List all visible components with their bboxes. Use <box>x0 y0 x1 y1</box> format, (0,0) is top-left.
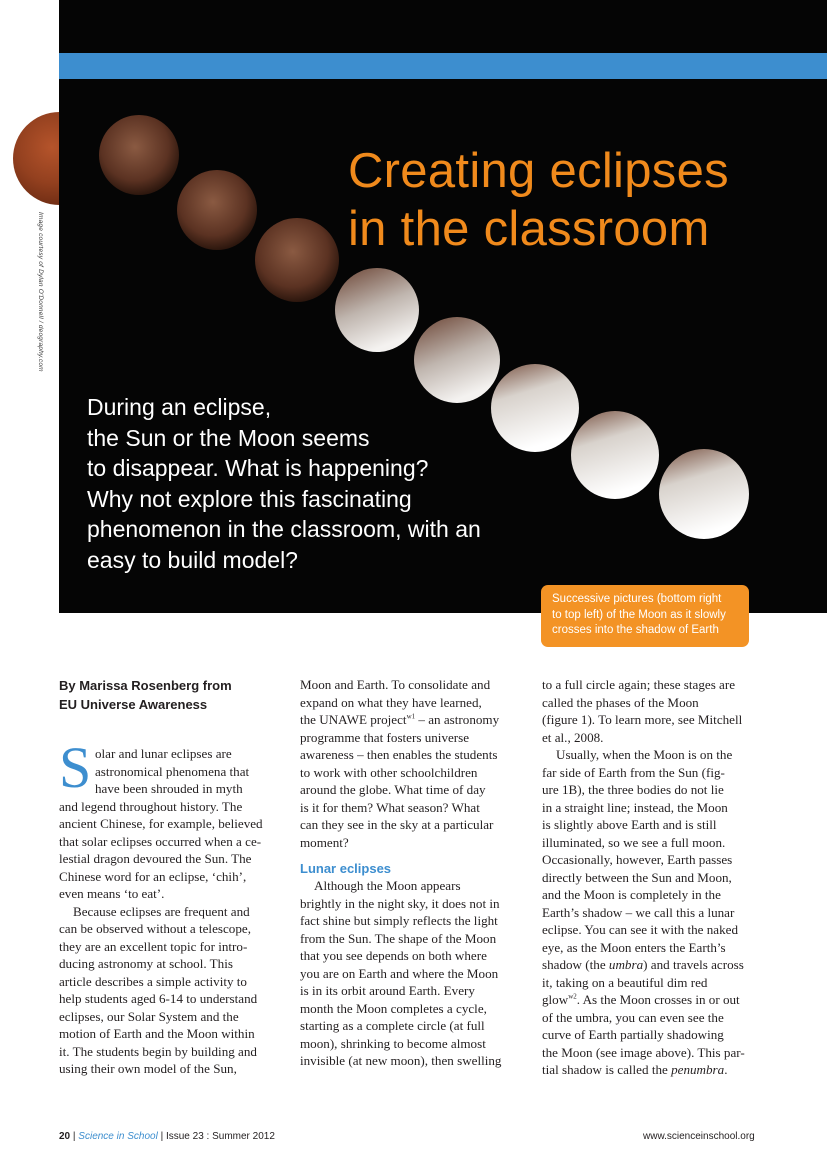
text-line: can they see in the sky at a particular <box>300 817 494 832</box>
article-title <box>348 142 729 258</box>
text-column-2 <box>300 676 530 1070</box>
moon-phase-2 <box>177 170 257 250</box>
text-line: is in its orbit around Earth. Every <box>300 983 475 998</box>
text-line: illuminated, so we see a full moon. <box>542 834 726 850</box>
text-line: Although the Moon appears <box>314 878 461 893</box>
section-heading-lunar-eclipses: Lunar eclipses <box>300 861 392 876</box>
intro-line: to disappear. What is happening? <box>87 455 429 481</box>
text-line: invisible (at new moon), then swelling <box>300 1053 502 1068</box>
text-line: using their own model of the Sun, <box>59 1061 237 1076</box>
intro-text <box>87 392 527 575</box>
text-fragment: – an astronomy <box>415 712 500 727</box>
drop-cap: S <box>59 735 92 800</box>
text-line: Occasionally, however, Earth passes <box>542 852 733 867</box>
text-line: moon), shrinking to become almost <box>300 1035 486 1051</box>
intro-line: Why not explore this fascinating <box>87 485 412 512</box>
text-line: is slightly above Earth and is still <box>542 817 717 832</box>
hero-banner <box>59 0 827 613</box>
magazine-name: Science in School <box>78 1131 158 1142</box>
text-line: can be observed without a telescope, <box>59 921 251 936</box>
text-line: even means ‘to eat’. <box>59 886 165 901</box>
text-line: programme that fosters universe <box>300 729 470 745</box>
text-line: from the Sun. The shape of the Moon <box>300 930 497 946</box>
text-line: around the globe. What time of day <box>300 782 486 797</box>
page-number: 20 <box>59 1131 71 1142</box>
text-line: olar and lunar eclipses are <box>95 746 232 761</box>
text-line: ancient Chinese, for example, believed <box>59 816 263 831</box>
text-fragment: tial shadow is called the <box>542 1062 672 1077</box>
text-fragment: the UNAWE project <box>300 712 407 727</box>
text-line: have been shrouded in myth <box>95 781 243 796</box>
caption-line: to top left) of the Moon as it slowly <box>552 608 726 621</box>
text-fragment: glow <box>542 992 569 1007</box>
text-column-3 <box>542 676 772 1079</box>
text-line: lestial dragon devoured the Sun. The <box>59 851 252 866</box>
term-umbra: umbra <box>608 957 644 972</box>
moon-phase-1 <box>99 115 179 195</box>
text-line: in a straight line; instead, the Moon <box>542 799 728 815</box>
footer-separator: | <box>72 1131 76 1142</box>
text-line: they are an excellent topic for intro- <box>59 938 248 954</box>
intro-line: During an eclipse, <box>87 394 272 420</box>
text-line: article describes a simple activity to <box>59 973 247 989</box>
text-line: eclipse. You can see it with the naked <box>542 922 738 937</box>
intro-line: easy to build model? <box>87 546 298 573</box>
image-credit: Image courtesy of Dylan O'Donnell / deography.com <box>37 212 44 372</box>
text-line: eclipses, our Solar System and the <box>59 1008 239 1024</box>
text-line: that you see depends on both where <box>300 948 487 963</box>
text-line: expand on what they have learned, <box>300 694 482 710</box>
text-line: moment? <box>300 834 349 850</box>
text-line: directly between the Sun and Moon, <box>542 869 732 885</box>
text-fragment: . <box>724 1062 728 1077</box>
footer-left <box>59 1131 275 1142</box>
second-paragraph <box>59 903 289 1078</box>
moon-phase-5 <box>414 317 500 403</box>
title-line-2: in the classroom <box>348 202 710 256</box>
text-line: called the phases of the Moon <box>542 694 699 710</box>
text-line: Because eclipses are frequent and <box>73 903 250 919</box>
text-line: far side of Earth from the Sun (fig- <box>542 764 725 780</box>
text-line: curve of Earth partially shadowing <box>542 1027 724 1042</box>
moon-phase-4 <box>335 268 419 352</box>
text-line: awareness – then enables the students <box>300 747 498 762</box>
first-paragraph <box>59 735 289 903</box>
text-line: to work with other schoolchildren <box>300 764 478 780</box>
text-line: Moon and Earth. To consolidate and <box>300 677 491 692</box>
image-caption <box>541 585 749 647</box>
text-line: Earth’s shadow – we call this a lunar <box>542 904 735 920</box>
title-line-1: Creating eclipses <box>348 144 729 198</box>
text-line: et al., 2008. <box>542 729 604 745</box>
footer-separator: | <box>160 1131 164 1142</box>
intro-line: phenomenon in the classroom, with an <box>87 516 481 542</box>
text-line: and legend throughout history. The <box>59 798 243 814</box>
footer-url[interactable]: www.scienceinschool.org <box>643 1131 755 1142</box>
text-line: you are on Earth and where the Moon <box>300 965 499 981</box>
text-line: it, taking on a beautiful dim red <box>542 974 708 990</box>
byline-affiliation: EU Universe Awareness <box>59 697 208 712</box>
text-line: starting as a complete circle (at full <box>300 1018 485 1033</box>
text-line: fact shine but simply reflects the light <box>300 913 498 928</box>
text-line: Chinese word for an eclipse, ‘chih’, <box>59 868 247 884</box>
text-line: motion of Earth and the Moon within <box>59 1026 255 1041</box>
text-line: ducing astronomy at school. This <box>59 956 233 971</box>
text-column-1 <box>59 676 289 1078</box>
text-line: it. The students begin by building and <box>59 1043 257 1059</box>
web-reference-w1: w1 <box>406 712 416 721</box>
text-fragment: ) and travels across <box>643 957 744 972</box>
text-line: to a full circle again; these stages are <box>542 677 736 692</box>
byline <box>59 676 289 714</box>
text-line: of the umbra, you can even see the <box>542 1009 724 1025</box>
text-line <box>542 1061 772 1079</box>
text-line <box>300 711 530 729</box>
byline-author: By Marissa Rosenberg from <box>59 678 232 693</box>
text-line: Usually, when the Moon is on the <box>556 747 733 762</box>
text-line: is it for them? What season? What <box>300 799 480 815</box>
moon-phase-7 <box>571 411 659 499</box>
text-line: help students aged 6-14 to understand <box>59 991 258 1006</box>
caption-line: Successive pictures (bottom right <box>552 593 722 605</box>
web-reference-w2: w2 <box>568 992 577 1001</box>
text-line: ure 1B), the three bodies do not lie <box>542 782 724 797</box>
text-line: month the Moon completes a cycle, <box>300 1000 487 1016</box>
text-fragment: . As the Moon crosses in or out <box>576 992 740 1007</box>
text-line: and the Moon is completely in the <box>542 887 721 902</box>
text-line <box>542 991 772 1009</box>
text-line <box>542 956 772 974</box>
moon-phase-3 <box>255 218 339 302</box>
text-line: eye, as the Moon enters the Earth’s <box>542 939 726 955</box>
text-line: astronomical phenomena that <box>95 763 250 779</box>
caption-line: crosses into the shadow of Earth <box>552 624 719 636</box>
issue-info: Issue 23 : Summer 2012 <box>165 1131 275 1142</box>
text-line: that solar eclipses occurred when a ce- <box>59 833 262 849</box>
text-line: the Moon (see image above). This par- <box>542 1044 745 1060</box>
text-line: brightly in the night sky, it does not in <box>300 895 500 911</box>
text-fragment: shadow (the <box>542 957 609 972</box>
intro-line: the Sun or the Moon seems <box>87 424 370 451</box>
text-line: (figure 1). To learn more, see Mitchell <box>542 712 743 727</box>
moon-phase-8 <box>659 449 749 539</box>
term-penumbra: penumbra <box>671 1062 725 1077</box>
